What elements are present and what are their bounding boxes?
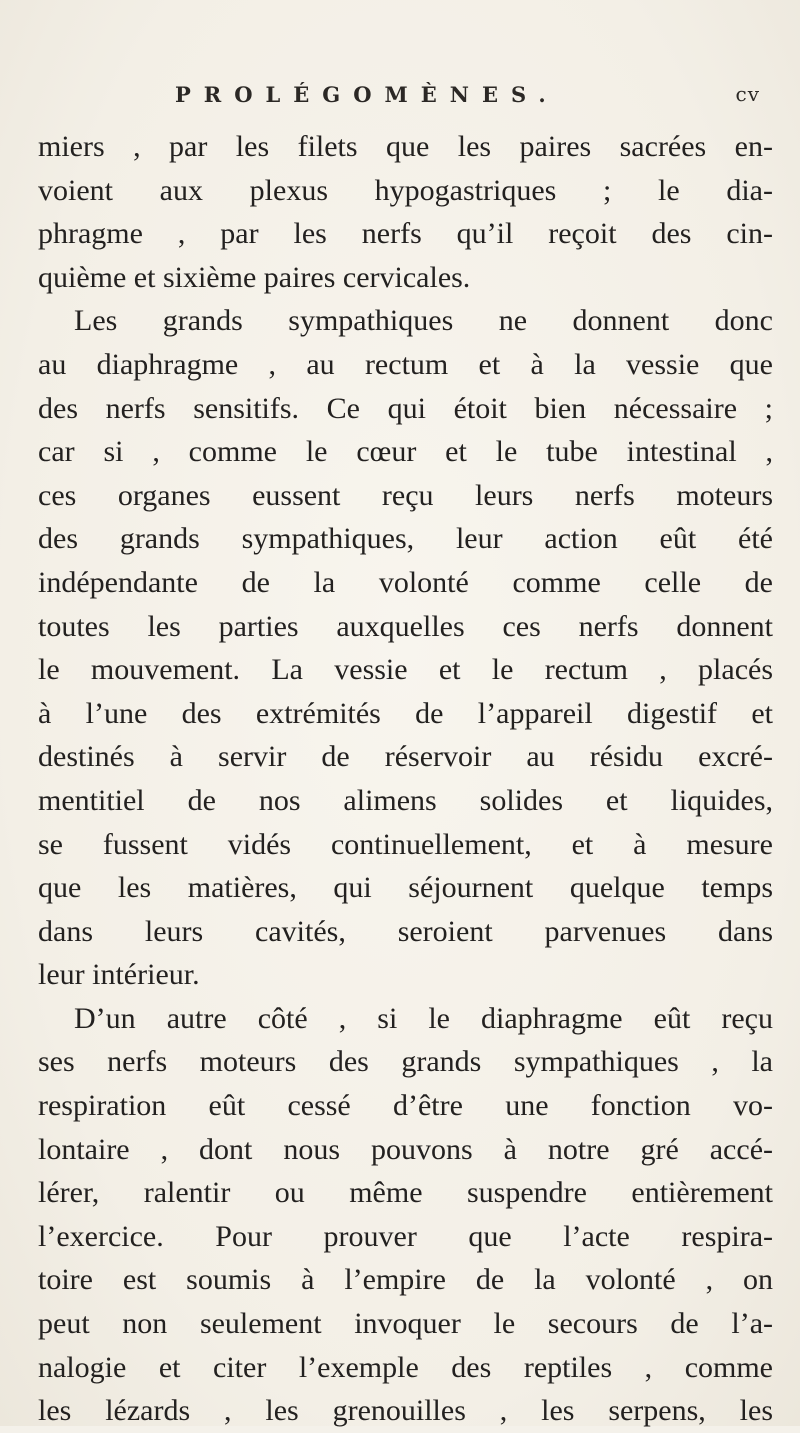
text-line: le mouvement. La vessie et le rectum , placés — [38, 653, 773, 687]
page-header — [175, 82, 760, 112]
text-line: destinés à servir de réservoir au résidu excré- — [38, 740, 773, 774]
text-line: Les grands sympathiques ne donnent donc — [74, 304, 773, 338]
text-line: l’exercice. Pour prouver que l’acte respira- — [38, 1219, 773, 1253]
text-line: lontaire , dont nous pouvons à notre gré accé- — [38, 1132, 773, 1166]
text-line: miers , par les filets que les paires sacrées en- — [38, 130, 773, 163]
text-line: quième et sixième paires cervicales. — [38, 260, 471, 294]
text-line: phragme , par les nerfs qu’il reçoit des cin- — [38, 217, 773, 251]
text-line: D’un autre côté , si le diaphragme eût reçu — [74, 1001, 773, 1035]
text-line: ces organes eussent reçu leurs nerfs moteurs — [38, 478, 773, 512]
text-line: peut non seulement invoquer le secours de l’a- — [38, 1307, 773, 1341]
text-line: au diaphragme , au rectum et à la vessie que — [38, 347, 773, 381]
text-line: se fussent vidés continuellement, et à mesure — [38, 827, 773, 861]
text-line: toutes les parties auxquelles ces nerfs donnent — [38, 609, 773, 643]
text-line: lérer, ralentir ou même suspendre entièrement — [38, 1176, 773, 1210]
text-line: indépendante de la volonté comme celle de — [38, 565, 773, 599]
text-line: à l’une des extrémités de l’appareil digestif et — [38, 696, 773, 730]
running-title: PROLÉGOMÈNES. — [175, 82, 559, 107]
text-line: des nerfs sensitifs. Ce qui étoit bien nécessaire ; — [38, 391, 773, 425]
page-number: cv — [735, 82, 760, 106]
text-line: voient aux plexus hypogastriques ; le dia- — [38, 173, 773, 207]
text-line: dans leurs cavités, seroient parvenues dans — [38, 914, 773, 948]
text-line: les lézards , les grenouilles , les serpens, les — [38, 1394, 773, 1428]
body-text — [38, 125, 773, 1433]
text-line: toire est soumis à l’empire de la volonté , on — [38, 1263, 773, 1297]
text-line: leur intérieur. — [38, 958, 200, 992]
text-line: car si , comme le cœur et le tube intestinal , — [38, 435, 773, 469]
text-line: respiration eût cessé d’être une fonction vo- — [38, 1089, 773, 1123]
text-line: nalogie et citer l’exemple des reptiles , comme — [38, 1350, 773, 1384]
text-line: mentitiel de nos alimens solides et liquides, — [38, 783, 773, 817]
text-line: que les matières, qui séjournent quelque temps — [38, 871, 773, 905]
text-line: ses nerfs moteurs des grands sympathiques , la — [38, 1045, 773, 1079]
text-line: des grands sympathiques, leur action eût été — [38, 522, 773, 556]
